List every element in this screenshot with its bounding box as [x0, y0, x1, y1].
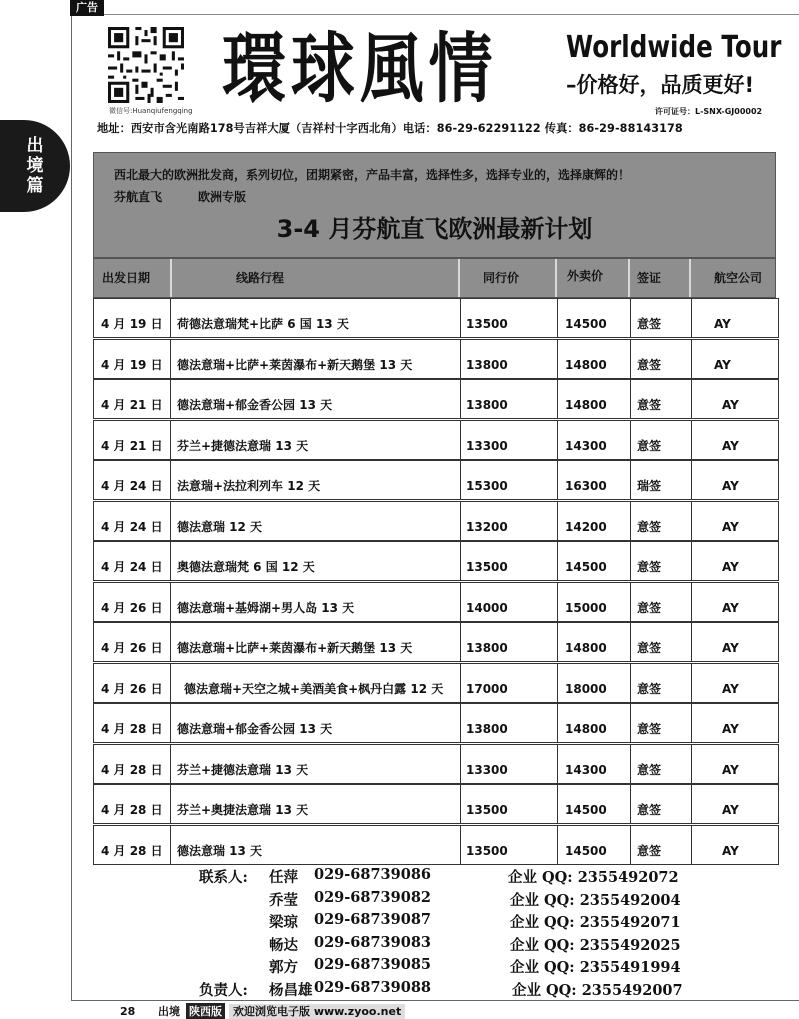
column-divider — [691, 502, 692, 540]
table-row — [93, 420, 779, 460]
column-divider — [460, 664, 461, 702]
header-visa: 签证 — [637, 271, 662, 285]
column-divider — [691, 542, 692, 580]
cell-visa: 瑞签 — [637, 479, 662, 493]
column-divider — [557, 704, 558, 742]
column-divider — [170, 461, 171, 499]
column-divider — [691, 421, 692, 459]
column-divider — [460, 299, 461, 337]
cell-airline: AY — [722, 681, 739, 696]
notice-tagline: 西北最大的欧洲批发商，系列切位，团期紧密，产品丰富，选择性多，选择专业的，选择康辉的！ — [114, 168, 631, 182]
column-divider — [460, 745, 461, 783]
notice-airline: 芬航直飞 — [114, 190, 163, 204]
column-divider — [170, 502, 171, 540]
contact-role: 负责人: — [199, 982, 248, 999]
contact-role: 联系人: — [199, 869, 248, 886]
column-divider — [691, 704, 692, 742]
cell-route: 德法意瑞 12 天 — [177, 519, 263, 534]
column-divider — [630, 461, 631, 499]
notice-banner — [93, 152, 776, 258]
column-divider — [691, 299, 692, 337]
cell-date: 4 月 26 日 — [101, 681, 163, 696]
contact-qq: 企业 QQ: 2355492007 — [512, 982, 683, 999]
table-row — [93, 703, 779, 743]
cell-airline: AY — [714, 317, 731, 331]
column-divider — [557, 785, 558, 823]
column-divider — [460, 461, 461, 499]
contact-row — [0, 889, 799, 911]
cell-route: 芬兰+奥捷法意瑞 13 天 — [177, 803, 309, 817]
column-divider — [630, 380, 631, 418]
column-divider — [557, 623, 558, 661]
ad-tag: 广告 — [70, 0, 104, 16]
edition-badge: 陕西版 — [186, 1003, 225, 1019]
cell-retail-price: 16300 — [565, 479, 607, 493]
contact-name: 畅达 — [269, 936, 298, 954]
column-divider — [460, 623, 461, 661]
column-divider — [170, 421, 171, 459]
cell-airline: AY — [722, 398, 739, 412]
license-number: 许可证号：L-SNX-GJ00002 — [655, 107, 763, 116]
cell-airline: AY — [722, 722, 739, 736]
cell-date: 4 月 24 日 — [101, 519, 163, 534]
column-divider — [630, 826, 631, 864]
contact-row — [0, 911, 799, 933]
contact-row — [0, 866, 799, 888]
cell-trade-price: 13500 — [466, 803, 508, 817]
contact-name: 任萍 — [269, 869, 298, 886]
cell-trade-price: 14000 — [466, 600, 508, 615]
cell-date: 4 月 24 日 — [101, 560, 163, 574]
column-divider — [170, 664, 171, 702]
column-divider — [557, 461, 558, 499]
cell-trade-price: 13500 — [466, 317, 508, 331]
header-date: 出发日期 — [102, 271, 151, 285]
column-divider — [170, 785, 171, 823]
cell-visa: 意签 — [637, 600, 662, 615]
column-divider — [460, 785, 461, 823]
notice-edition: 欧洲专版 — [198, 190, 247, 204]
cell-trade-price: 13800 — [466, 398, 508, 412]
cell-date: 4 月 19 日 — [101, 317, 163, 331]
page-number: 28 — [120, 1005, 136, 1018]
table-row — [93, 744, 779, 784]
table-row — [93, 339, 779, 379]
column-divider — [557, 421, 558, 459]
column-divider — [170, 583, 171, 621]
cell-date: 4 月 24 日 — [101, 479, 163, 493]
cell-retail-price: 14800 — [565, 641, 607, 655]
company-address: 地址：西安市含光南路178号吉祥大厦（吉祥村十字西北角）电话：86-29-62291122 传真：86-29-88143178 — [97, 122, 683, 135]
column-divider — [460, 502, 461, 540]
contact-phone: 029-68739082 — [314, 888, 431, 906]
footer-section: 出境 — [158, 1005, 180, 1018]
cell-airline: AY — [722, 560, 739, 574]
column-divider — [691, 745, 692, 783]
cell-visa: 意签 — [637, 803, 662, 817]
table-row — [93, 541, 779, 581]
cell-route: 法意瑞+法拉利列车 12 天 — [177, 479, 321, 493]
cell-airline: AY — [722, 843, 739, 858]
cell-visa: 意签 — [637, 438, 662, 453]
column-divider — [170, 542, 171, 580]
cell-date: 4 月 21 日 — [101, 438, 163, 453]
column-divider — [630, 542, 631, 580]
column-divider — [691, 826, 692, 864]
column-divider — [630, 704, 631, 742]
cell-date: 4 月 26 日 — [101, 600, 163, 615]
cell-route: 德法意瑞+比萨+莱茵瀑布+新天鹅堡 13 天 — [177, 641, 413, 655]
cell-retail-price: 18000 — [565, 681, 607, 696]
cell-airline: AY — [722, 479, 739, 493]
cell-retail-price: 14500 — [565, 317, 607, 331]
cell-trade-price: 13300 — [466, 762, 508, 777]
contact-phone: 029-68739088 — [314, 979, 431, 996]
cell-route: 德法意瑞+比萨+莱茵瀑布+新天鹅堡 13 天 — [177, 357, 413, 372]
column-divider — [460, 340, 461, 378]
table-row — [93, 460, 779, 500]
column-divider — [170, 340, 171, 378]
cell-route: 德法意瑞+基姆湖+男人岛 13 天 — [177, 600, 355, 615]
cell-trade-price: 17000 — [466, 681, 508, 696]
column-divider — [557, 826, 558, 864]
table-row — [93, 622, 779, 662]
cell-retail-price: 14800 — [565, 398, 607, 412]
brand-logo: 環球風情 — [222, 24, 498, 113]
column-divider — [557, 664, 558, 702]
column-divider — [460, 583, 461, 621]
cell-airline: AY — [722, 762, 739, 777]
contact-row — [0, 979, 799, 1001]
column-divider — [557, 340, 558, 378]
contact-qq: 企业 QQ: 2355492071 — [510, 914, 681, 932]
footer-text: 欢迎浏览电子版 — [233, 1005, 310, 1018]
cell-trade-price: 13800 — [466, 641, 508, 655]
cell-route: 奥德法意瑞梵 6 国 12 天 — [177, 560, 315, 574]
cell-trade-price: 13500 — [466, 560, 508, 574]
column-divider — [691, 461, 692, 499]
cell-retail-price: 14800 — [565, 722, 607, 736]
page-footer — [120, 1003, 405, 1017]
column-divider — [557, 299, 558, 337]
cell-airline: AY — [722, 641, 739, 655]
cell-retail-price: 15000 — [565, 600, 607, 615]
table-row — [93, 501, 779, 541]
cell-route: 芬兰+捷德法意瑞 13 天 — [177, 762, 309, 777]
column-divider — [460, 542, 461, 580]
contact-phone: 029-68739083 — [314, 933, 431, 951]
header-airline: 航空公司 — [714, 271, 763, 285]
cell-airline: AY — [714, 357, 731, 372]
header-retail-price: 外卖价 — [567, 269, 604, 283]
column-divider — [170, 623, 171, 661]
cell-date: 4 月 19 日 — [101, 357, 163, 372]
column-divider — [170, 745, 171, 783]
cell-airline: AY — [722, 438, 739, 453]
cell-visa: 意签 — [637, 641, 662, 655]
column-divider — [630, 583, 631, 621]
cell-route: 德法意瑞 13 天 — [177, 843, 263, 858]
column-divider — [691, 785, 692, 823]
cell-retail-price: 14500 — [565, 803, 607, 817]
column-divider — [691, 623, 692, 661]
contact-qq: 企业 QQ: 2355492004 — [510, 891, 681, 909]
table-row — [93, 379, 779, 419]
column-divider — [460, 704, 461, 742]
cell-visa: 意签 — [637, 843, 662, 858]
column-divider — [170, 380, 171, 418]
cell-trade-price: 13800 — [466, 357, 508, 372]
cell-visa: 意签 — [637, 398, 662, 412]
cell-visa: 意签 — [637, 519, 662, 534]
contact-qq: 企业 QQ: 2355492072 — [508, 869, 679, 886]
contact-row — [0, 934, 799, 956]
wechat-qr-code — [108, 27, 184, 103]
cell-trade-price: 13200 — [466, 519, 508, 534]
column-divider — [630, 340, 631, 378]
column-divider — [630, 502, 631, 540]
cell-route: 荷德法意瑞梵+比萨 6 国 13 天 — [177, 317, 349, 331]
header-separator — [458, 259, 460, 297]
cell-date: 4 月 28 日 — [101, 843, 163, 858]
cell-visa: 意签 — [637, 560, 662, 574]
column-divider — [691, 380, 692, 418]
column-divider — [557, 502, 558, 540]
website-link[interactable]: www.zyoo.net — [313, 1005, 402, 1018]
header-separator — [170, 259, 172, 297]
header-trade-price: 同行价 — [483, 271, 520, 285]
contact-qq: 企业 QQ: 2355491994 — [510, 959, 681, 977]
column-divider — [460, 380, 461, 418]
brand-slogan: –价格好，品质更好! — [566, 73, 755, 97]
cell-trade-price: 13500 — [466, 843, 508, 858]
cell-route: 德法意瑞+郁金香公园 13 天 — [177, 722, 333, 736]
column-divider — [630, 623, 631, 661]
table-row — [93, 582, 779, 622]
contact-phone: 029-68739087 — [314, 911, 431, 929]
column-divider — [630, 664, 631, 702]
table-row — [93, 784, 779, 824]
cell-date: 4 月 28 日 — [101, 722, 163, 736]
cell-date: 4 月 26 日 — [101, 641, 163, 655]
cell-route: 德法意瑞+郁金香公园 13 天 — [177, 398, 333, 412]
cell-visa: 意签 — [637, 357, 662, 372]
cell-retail-price: 14200 — [565, 519, 607, 534]
qr-code-icon — [108, 27, 184, 103]
section-side-tab — [0, 120, 70, 212]
contact-name: 郭方 — [269, 959, 298, 977]
cell-date: 4 月 21 日 — [101, 398, 163, 412]
table-row — [93, 298, 779, 338]
cell-trade-price: 13800 — [466, 722, 508, 736]
wechat-id: 微信号:Huanqiufengqing — [109, 107, 193, 115]
notice-subline — [114, 188, 246, 205]
contact-phone: 029-68739086 — [314, 866, 431, 883]
column-divider — [691, 340, 692, 378]
cell-visa: 意签 — [637, 681, 662, 696]
header-separator — [628, 259, 630, 297]
table-row — [93, 825, 779, 865]
table-row — [93, 663, 779, 703]
cell-route: 德法意瑞+天空之城+美酒美食+枫丹白露 12 天 — [184, 681, 444, 696]
column-divider — [557, 542, 558, 580]
column-divider — [630, 785, 631, 823]
column-divider — [557, 583, 558, 621]
cell-retail-price: 14300 — [565, 762, 607, 777]
cell-route: 芬兰+捷德法意瑞 13 天 — [177, 438, 309, 453]
column-divider — [170, 299, 171, 337]
column-divider — [691, 664, 692, 702]
header-route: 线路行程 — [236, 271, 285, 285]
contact-name: 乔莹 — [269, 891, 298, 909]
column-divider — [630, 421, 631, 459]
cell-retail-price: 14300 — [565, 438, 607, 453]
header-separator — [689, 259, 691, 297]
contact-row — [0, 956, 799, 978]
column-divider — [170, 704, 171, 742]
cell-trade-price: 15300 — [466, 479, 508, 493]
contact-name: 梁琼 — [269, 914, 298, 932]
contact-name: 杨昌雄 — [269, 982, 313, 999]
cell-trade-price: 13300 — [466, 438, 508, 453]
brand-title-en: Worldwide Tour — [566, 30, 782, 65]
contact-qq: 企业 QQ: 2355492025 — [510, 936, 681, 954]
column-divider — [170, 826, 171, 864]
cell-visa: 意签 — [637, 722, 662, 736]
column-divider — [557, 380, 558, 418]
table-header — [93, 258, 776, 298]
column-divider — [691, 583, 692, 621]
column-divider — [630, 745, 631, 783]
cell-retail-price: 14500 — [565, 843, 607, 858]
cell-date: 4 月 28 日 — [101, 803, 163, 817]
side-tab-label: 出境篇 — [26, 136, 44, 196]
plan-title: 3-4 月芬航直飞欧洲最新计划 — [276, 215, 593, 243]
cell-retail-price: 14500 — [565, 560, 607, 574]
cell-visa: 意签 — [637, 317, 662, 331]
column-divider — [460, 421, 461, 459]
header-separator — [555, 259, 557, 297]
column-divider — [557, 745, 558, 783]
column-divider — [460, 826, 461, 864]
cell-visa: 意签 — [637, 762, 662, 777]
contact-phone: 029-68739085 — [314, 956, 431, 974]
cell-airline: AY — [722, 600, 739, 615]
cell-date: 4 月 28 日 — [101, 762, 163, 777]
cell-retail-price: 14800 — [565, 357, 607, 372]
top-rule — [104, 14, 799, 15]
cell-airline: AY — [722, 519, 739, 534]
cell-airline: AY — [722, 803, 739, 817]
column-divider — [630, 299, 631, 337]
